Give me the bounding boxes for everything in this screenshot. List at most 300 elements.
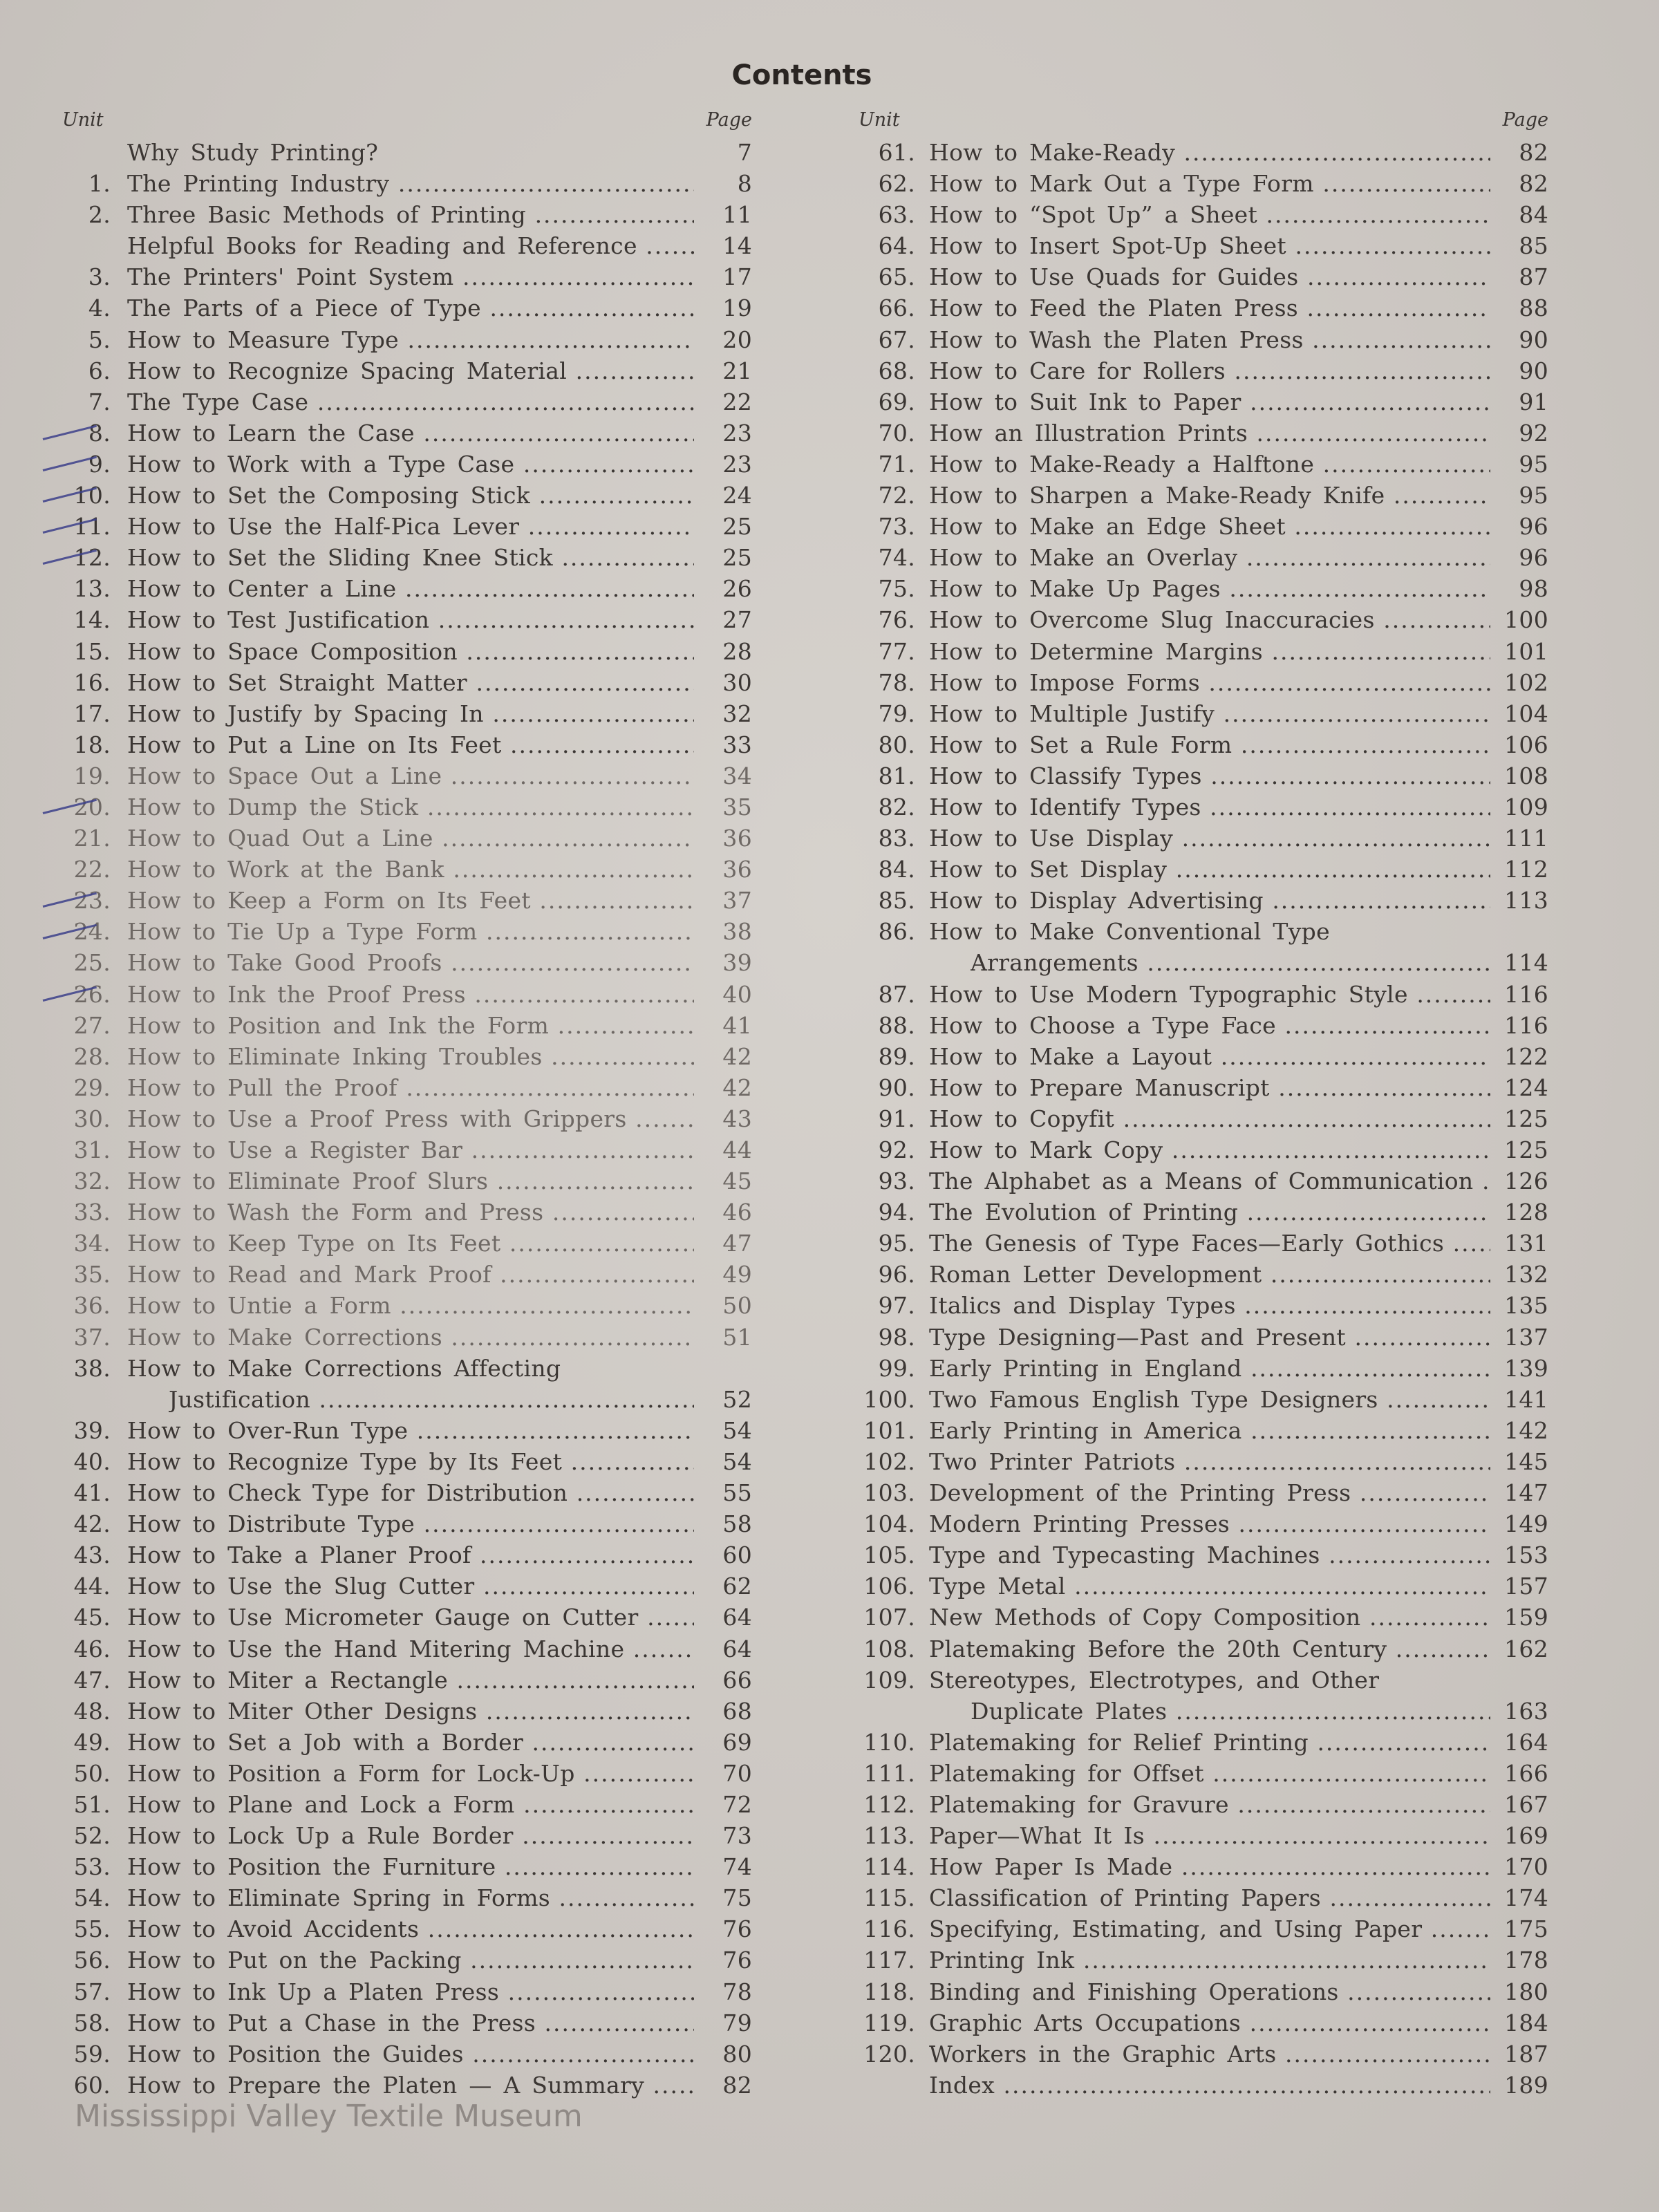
page-number: 163 [1504, 1697, 1548, 1725]
toc-entry [61, 636, 752, 667]
page-number: 184 [1504, 2009, 1548, 2036]
unit-number: 78. [878, 668, 915, 696]
page-number: 40 [722, 980, 752, 1008]
entry-title: How to Position the Furniture ..... [127, 1851, 694, 1882]
entry-title: How to Eliminate Inking Troubles ..... [127, 1041, 694, 1072]
page-number: 79 [722, 2009, 752, 2036]
page-number: 106 [1504, 731, 1548, 758]
page-number: 124 [1504, 1074, 1548, 1101]
toc-entry [61, 604, 752, 635]
entry-title: How to Keep Type on Its Feet ..... [127, 1228, 694, 1259]
unit-number: 32. [73, 1168, 111, 1195]
unit-number: 113. [863, 1822, 915, 1850]
toc-entry [61, 854, 752, 885]
unit-number: 18. [73, 731, 111, 758]
toc-entry [857, 1384, 1548, 1415]
toc-entry [61, 1633, 752, 1665]
toc-entry [61, 386, 752, 418]
entry-title: How to Position a Form for Lock-Up ..... [127, 1758, 694, 1789]
toc-entry [857, 1103, 1548, 1134]
toc-entry [857, 449, 1548, 480]
unit-number: 107. [863, 1604, 915, 1631]
page-header: Page [1502, 109, 1548, 131]
unit-number: 77. [878, 637, 915, 665]
unit-number: 95. [878, 1230, 915, 1257]
page-number: 45 [722, 1168, 752, 1195]
page-number: 62 [722, 1573, 752, 1600]
entry-title: How to Eliminate Proof Slurs ..... [127, 1165, 694, 1197]
entry-title: How to Sharpen a Make-Ready Knife ..... [929, 480, 1490, 511]
unit-number: 53. [73, 1853, 111, 1881]
page-number: 95 [1519, 450, 1548, 478]
toc-entry [61, 729, 752, 760]
toc-entry [61, 511, 752, 542]
page-number: 95 [1519, 482, 1548, 509]
page-number: 122 [1504, 1042, 1548, 1070]
unit-number: 114. [863, 1853, 915, 1881]
page-number: 153 [1504, 1541, 1548, 1569]
unit-number: 104. [863, 1510, 915, 1538]
unit-number: 50. [73, 1759, 111, 1787]
entry-title: How to Use a Proof Press with Grippers ..... [127, 1103, 694, 1134]
page-number: 52 [722, 1385, 752, 1413]
toc-entry [61, 1944, 752, 1976]
entry-title: How to Use Micrometer Gauge on Cutter ..... [127, 1602, 694, 1633]
toc-entry [61, 1976, 752, 2007]
toc-entry [61, 1696, 752, 1727]
toc-entry [857, 916, 1548, 947]
toc-entry [857, 1758, 1548, 1789]
toc-entry [857, 2038, 1548, 2070]
page-number: 66 [722, 1666, 752, 1694]
page-number: 11 [722, 201, 752, 229]
unit-number: 73. [878, 513, 915, 541]
entry-title: Workers in the Graphic Arts ..... [929, 2038, 1490, 2070]
entry-title: How to Use the Slug Cutter ..... [127, 1571, 694, 1602]
unit-number: 96. [878, 1261, 915, 1288]
page-number: 41 [722, 1011, 752, 1039]
toc-entry [857, 230, 1548, 261]
toc-entry [857, 573, 1548, 604]
toc-entry [857, 1539, 1548, 1571]
unit-number: 8. [88, 419, 111, 447]
entry-title: Development of the Printing Press ..... [929, 1477, 1490, 1508]
page-number: 187 [1504, 2040, 1548, 2068]
entry-title: How to Suit Ink to Paper ..... [929, 386, 1490, 418]
page-number: 88 [1519, 294, 1548, 322]
page-number: 26 [722, 575, 752, 603]
page-number: 90 [1519, 357, 1548, 384]
toc-entry [61, 1446, 752, 1477]
page-number: 73 [722, 1822, 752, 1850]
unit-number: 81. [878, 762, 915, 789]
toc-entry [857, 791, 1548, 823]
toc-entry [61, 1789, 752, 1820]
entry-title: How to Over-Run Type ..... [127, 1415, 694, 1446]
page-title: Contents [731, 59, 872, 91]
toc-entry [857, 1072, 1548, 1103]
page-number: 54 [722, 1416, 752, 1444]
unit-number: 39. [73, 1416, 111, 1444]
page-number: 76 [722, 1947, 752, 1974]
entry-title: How to Mark Out a Type Form ..... [929, 168, 1490, 199]
entry-title: How to Measure Type ..... [127, 324, 694, 355]
page-number: 75 [722, 1884, 752, 1912]
page-number: 36 [722, 825, 752, 852]
entry-title: How to Put on the Packing ..... [127, 1944, 694, 1976]
unit-number: 83. [878, 825, 915, 852]
unit-number: 29. [73, 1074, 111, 1101]
page-number: 46 [722, 1199, 752, 1226]
entry-title: How to Learn the Case ..... [127, 418, 694, 449]
page-number: 78 [722, 1978, 752, 2005]
unit-number: 9. [88, 450, 111, 478]
unit-number: 93. [878, 1168, 915, 1195]
unit-number: 7. [88, 388, 111, 415]
unit-number: 100. [863, 1385, 915, 1413]
toc-entry [61, 199, 752, 230]
page-number: 55 [722, 1479, 752, 1507]
page-number: 23 [722, 450, 752, 478]
entry-title: How to Make Corrections Affecting [127, 1354, 561, 1382]
unit-number: 71. [878, 450, 915, 478]
unit-number: 103. [863, 1479, 915, 1507]
page-number: 166 [1504, 1759, 1548, 1787]
page-number: 27 [722, 606, 752, 634]
page-number: 24 [722, 482, 752, 509]
entry-title: How to Keep a Form on Its Feet ..... [127, 885, 694, 916]
page-number: 189 [1504, 2071, 1548, 2099]
entry-title: How to Wash the Platen Press ..... [929, 324, 1490, 355]
toc-entry [857, 1041, 1548, 1072]
unit-number: 43. [73, 1541, 111, 1569]
entry-title: New Methods of Copy Composition ..... [929, 1602, 1490, 1633]
entry-title: How to Copyfit ..... [929, 1103, 1490, 1134]
toc-entry [61, 1758, 752, 1789]
toc-entry [857, 698, 1548, 729]
entry-title: Platemaking for Gravure ..... [929, 1789, 1490, 1820]
left-column-header [61, 109, 752, 137]
page-number: 113 [1504, 887, 1548, 915]
toc-entry [857, 1913, 1548, 1944]
unit-number: 58. [73, 2009, 111, 2036]
toc-entry [857, 667, 1548, 698]
unit-number: 85. [878, 887, 915, 915]
entry-title: Roman Letter Development ..... [929, 1259, 1490, 1290]
entry-title: How to Wash the Form and Press ..... [127, 1197, 694, 1228]
unit-number: 69. [878, 388, 915, 415]
entry-title: How to Check Type for Distribution ..... [127, 1477, 694, 1508]
page-number: 69 [722, 1728, 752, 1756]
toc-entry [857, 979, 1548, 1010]
toc-entry [61, 1165, 752, 1197]
unit-number: 2. [88, 201, 111, 229]
toc-entry [61, 1820, 752, 1851]
unit-number: 61. [878, 139, 915, 166]
entry-title: Stereotypes, Electrotypes, and Other [929, 1666, 1380, 1694]
toc-entry [61, 1384, 752, 1415]
toc-entry [61, 1602, 752, 1633]
page-number: 104 [1504, 700, 1548, 727]
entry-title: How to Lock Up a Rule Border ..... [127, 1820, 694, 1851]
page-number: 32 [722, 700, 752, 727]
page-number: 112 [1504, 856, 1548, 883]
toc-entry [61, 1103, 752, 1134]
toc-entry [857, 386, 1548, 418]
page-number: 139 [1504, 1354, 1548, 1382]
page-number: 111 [1504, 825, 1548, 852]
toc-entry [61, 1851, 752, 1882]
unit-number: 76. [878, 606, 915, 634]
page-number: 54 [722, 1447, 752, 1475]
page-number: 175 [1504, 1915, 1548, 1943]
unit-number: 106. [863, 1573, 915, 1600]
toc-entry [61, 292, 752, 324]
page-number: 64 [722, 1635, 752, 1662]
unit-number: 65. [878, 263, 915, 291]
unit-number: 64. [878, 232, 915, 260]
toc-entry [61, 885, 752, 916]
entry-title: Platemaking for Relief Printing ..... [929, 1727, 1490, 1758]
unit-number: 86. [878, 918, 915, 946]
page-number: 20 [722, 326, 752, 353]
toc-entry [857, 1976, 1548, 2007]
unit-number: 17. [73, 700, 111, 727]
entry-title: How to Space Composition ..... [127, 636, 694, 667]
unit-number: 30. [73, 1105, 111, 1132]
entry-title: The Evolution of Printing ..... [929, 1197, 1490, 1228]
toc-entry [61, 168, 752, 199]
toc-entry [857, 1571, 1548, 1602]
toc-entry [61, 791, 752, 823]
entry-title: How an Illustration Prints ..... [929, 418, 1490, 449]
toc-entry [61, 1134, 752, 1165]
unit-number: 98. [878, 1323, 915, 1351]
left-entry-list [61, 137, 752, 2101]
page-number: 159 [1504, 1604, 1548, 1631]
page-number: 74 [722, 1853, 752, 1881]
toc-entry [61, 1041, 752, 1072]
toc-entry [857, 1944, 1548, 1976]
entry-title: How to Position the Guides ..... [127, 2038, 694, 2070]
toc-entry [857, 355, 1548, 386]
unit-number: 57. [73, 1978, 111, 2005]
unit-number: 112. [863, 1790, 915, 1818]
entry-title: How to Make Conventional Type [929, 918, 1330, 946]
page-number: 14 [722, 232, 752, 260]
page-number: 82 [1519, 170, 1548, 198]
toc-entry [61, 979, 752, 1010]
unit-number: 75. [878, 575, 915, 603]
toc-entry [857, 1633, 1548, 1665]
toc-entry [857, 1259, 1548, 1290]
unit-number: 51. [73, 1790, 111, 1818]
unit-number: 27. [73, 1011, 111, 1039]
toc-entry [857, 261, 1548, 292]
entry-title: How to Pull the Proof ..... [127, 1072, 694, 1103]
entry-title: Two Famous English Type Designers ..... [929, 1384, 1490, 1415]
unit-number: 11. [73, 513, 111, 541]
toc-entry [61, 355, 752, 386]
unit-number: 56. [73, 1947, 111, 1974]
entry-title: Italics and Display Types ..... [929, 1290, 1490, 1321]
toc-entry [857, 292, 1548, 324]
unit-number: 90. [878, 1074, 915, 1101]
unit-number: 120. [863, 2040, 915, 2068]
toc-entry [857, 636, 1548, 667]
entry-title: How to Identify Types ..... [929, 791, 1490, 823]
toc-entry [61, 823, 752, 854]
unit-number: 46. [73, 1635, 111, 1662]
page-number: 100 [1504, 606, 1548, 634]
toc-entry [857, 1477, 1548, 1508]
unit-number: 3. [88, 263, 111, 291]
entry-title: Type and Typecasting Machines ..... [929, 1539, 1490, 1571]
entry-title: Duplicate Plates ..... [971, 1696, 1490, 1727]
page-number: 162 [1504, 1635, 1548, 1662]
toc-entry [61, 1259, 752, 1290]
entry-title: The Type Case ..... [127, 386, 694, 418]
entry-title: How to Impose Forms ..... [929, 667, 1490, 698]
entry-title: How to Prepare the Platen — A Summary ..... [127, 2070, 694, 2101]
entry-title: How to Ink Up a Platen Press ..... [127, 1976, 694, 2007]
unit-number: 28. [73, 1042, 111, 1070]
unit-number: 94. [878, 1199, 915, 1226]
entry-title: Why Study Printing? [127, 139, 379, 166]
unit-number: 41. [73, 1479, 111, 1507]
entry-title: How to Make-Ready ..... [929, 137, 1490, 168]
entry-title: How to Make an Edge Sheet ..... [929, 511, 1490, 542]
toc-entry [857, 1820, 1548, 1851]
entry-title: How to Set Straight Matter ..... [127, 667, 694, 698]
toc-entry [61, 480, 752, 511]
entry-title: How to Take a Planer Proof ..... [127, 1539, 694, 1571]
page-number: 51 [722, 1323, 752, 1351]
page-number: 125 [1504, 1136, 1548, 1163]
unit-number: 38. [73, 1354, 111, 1382]
unit-number: 20. [73, 793, 111, 821]
page-number: 164 [1504, 1728, 1548, 1756]
entry-title: How to Read and Mark Proof ..... [127, 1259, 694, 1290]
toc-entry [61, 667, 752, 698]
entry-title: How to Mark Copy ..... [929, 1134, 1490, 1165]
unit-number: 21. [73, 825, 111, 852]
page-number: 116 [1504, 1011, 1548, 1039]
page-number: 8 [737, 170, 752, 198]
entry-title: How to Untie a Form ..... [127, 1290, 694, 1321]
entry-title: How to Classify Types ..... [929, 760, 1490, 791]
entry-title: Platemaking for Offset ..... [929, 1758, 1490, 1789]
toc-entry [857, 1696, 1548, 1727]
toc-entry [61, 1571, 752, 1602]
unit-number: 97. [878, 1292, 915, 1320]
toc-entry [61, 1353, 752, 1384]
page-number: 125 [1504, 1105, 1548, 1132]
entry-title: Modern Printing Presses ..... [929, 1508, 1490, 1539]
page-number: 114 [1504, 949, 1548, 977]
unit-number: 102. [863, 1447, 915, 1475]
unit-number: 25. [73, 949, 111, 977]
unit-number: 36. [73, 1292, 111, 1320]
toc-entry [61, 449, 752, 480]
entry-title: How to Set the Sliding Knee Stick ..... [127, 542, 694, 573]
page-number: 42 [722, 1042, 752, 1070]
page-number: 49 [722, 1261, 752, 1288]
entry-title: How to Determine Margins ..... [929, 636, 1490, 667]
entry-title: How to Test Justification ..... [127, 604, 694, 635]
entry-title: How to Display Advertising ..... [929, 885, 1490, 916]
page-number: 101 [1504, 637, 1548, 665]
toc-entry [857, 1228, 1548, 1259]
entry-title: Binding and Finishing Operations ..... [929, 1976, 1490, 2007]
unit-number: 108. [863, 1635, 915, 1662]
toc-entry [857, 1446, 1548, 1477]
toc-entry [61, 2007, 752, 2038]
page-number: 42 [722, 1074, 752, 1101]
toc-entry [857, 2007, 1548, 2038]
toc-entry [857, 168, 1548, 199]
entry-title: How to Plane and Lock a Form ..... [127, 1789, 694, 1820]
entry-title: How to Put a Line on Its Feet ..... [127, 729, 694, 760]
unit-number: 5. [88, 326, 111, 353]
entry-title: How to Feed the Platen Press ..... [929, 292, 1490, 324]
page-number: 58 [722, 1510, 752, 1538]
unit-number: 54. [73, 1884, 111, 1912]
page-number: 169 [1504, 1822, 1548, 1850]
toc-entry [61, 1913, 752, 1944]
unit-number: 66. [878, 294, 915, 322]
unit-number: 52. [73, 1822, 111, 1850]
toc-entry [61, 261, 752, 292]
page-number: 60 [722, 1541, 752, 1569]
page-number: 50 [722, 1292, 752, 1320]
unit-number: 14. [73, 606, 111, 634]
page-number: 90 [1519, 326, 1548, 353]
unit-number: 82. [878, 793, 915, 821]
entry-title: The Printing Industry ..... [127, 168, 694, 199]
entry-title: How to Miter a Rectangle ..... [127, 1665, 694, 1696]
entry-title: Type Designing—Past and Present ..... [929, 1322, 1490, 1353]
entry-title: Index ..... [929, 2070, 1490, 2101]
toc-entry [61, 1415, 752, 1446]
unit-number: 31. [73, 1136, 111, 1163]
unit-number: 23. [73, 887, 111, 915]
page-number: 36 [722, 856, 752, 883]
entry-title: How to Recognize Spacing Material ..... [127, 355, 694, 386]
entry-title: Printing Ink ..... [929, 1944, 1490, 1976]
entry-title: How to Justify by Spacing In ..... [127, 698, 694, 729]
entry-title: Early Printing in England ..... [929, 1353, 1490, 1384]
contents-left-column [61, 109, 752, 2101]
entry-title: How to Position and Ink the Form ..... [127, 1010, 694, 1041]
page-number: 82 [1519, 139, 1548, 166]
toc-entry [857, 1010, 1548, 1041]
page-number: 68 [722, 1697, 752, 1725]
entry-title: How to Make Corrections ..... [127, 1322, 694, 1353]
toc-entry [857, 760, 1548, 791]
page-number: 72 [722, 1790, 752, 1818]
page-number: 84 [1519, 201, 1548, 229]
page-number: 70 [722, 1759, 752, 1787]
toc-entry [857, 1415, 1548, 1446]
entry-title: Type Metal ..... [929, 1571, 1490, 1602]
entry-title: How to Use the Hand Mitering Machine ..... [127, 1633, 694, 1665]
toc-entry [857, 947, 1548, 978]
toc-entry [857, 885, 1548, 916]
unit-number: 45. [73, 1604, 111, 1631]
toc-entry [61, 573, 752, 604]
page-number: 43 [722, 1105, 752, 1132]
